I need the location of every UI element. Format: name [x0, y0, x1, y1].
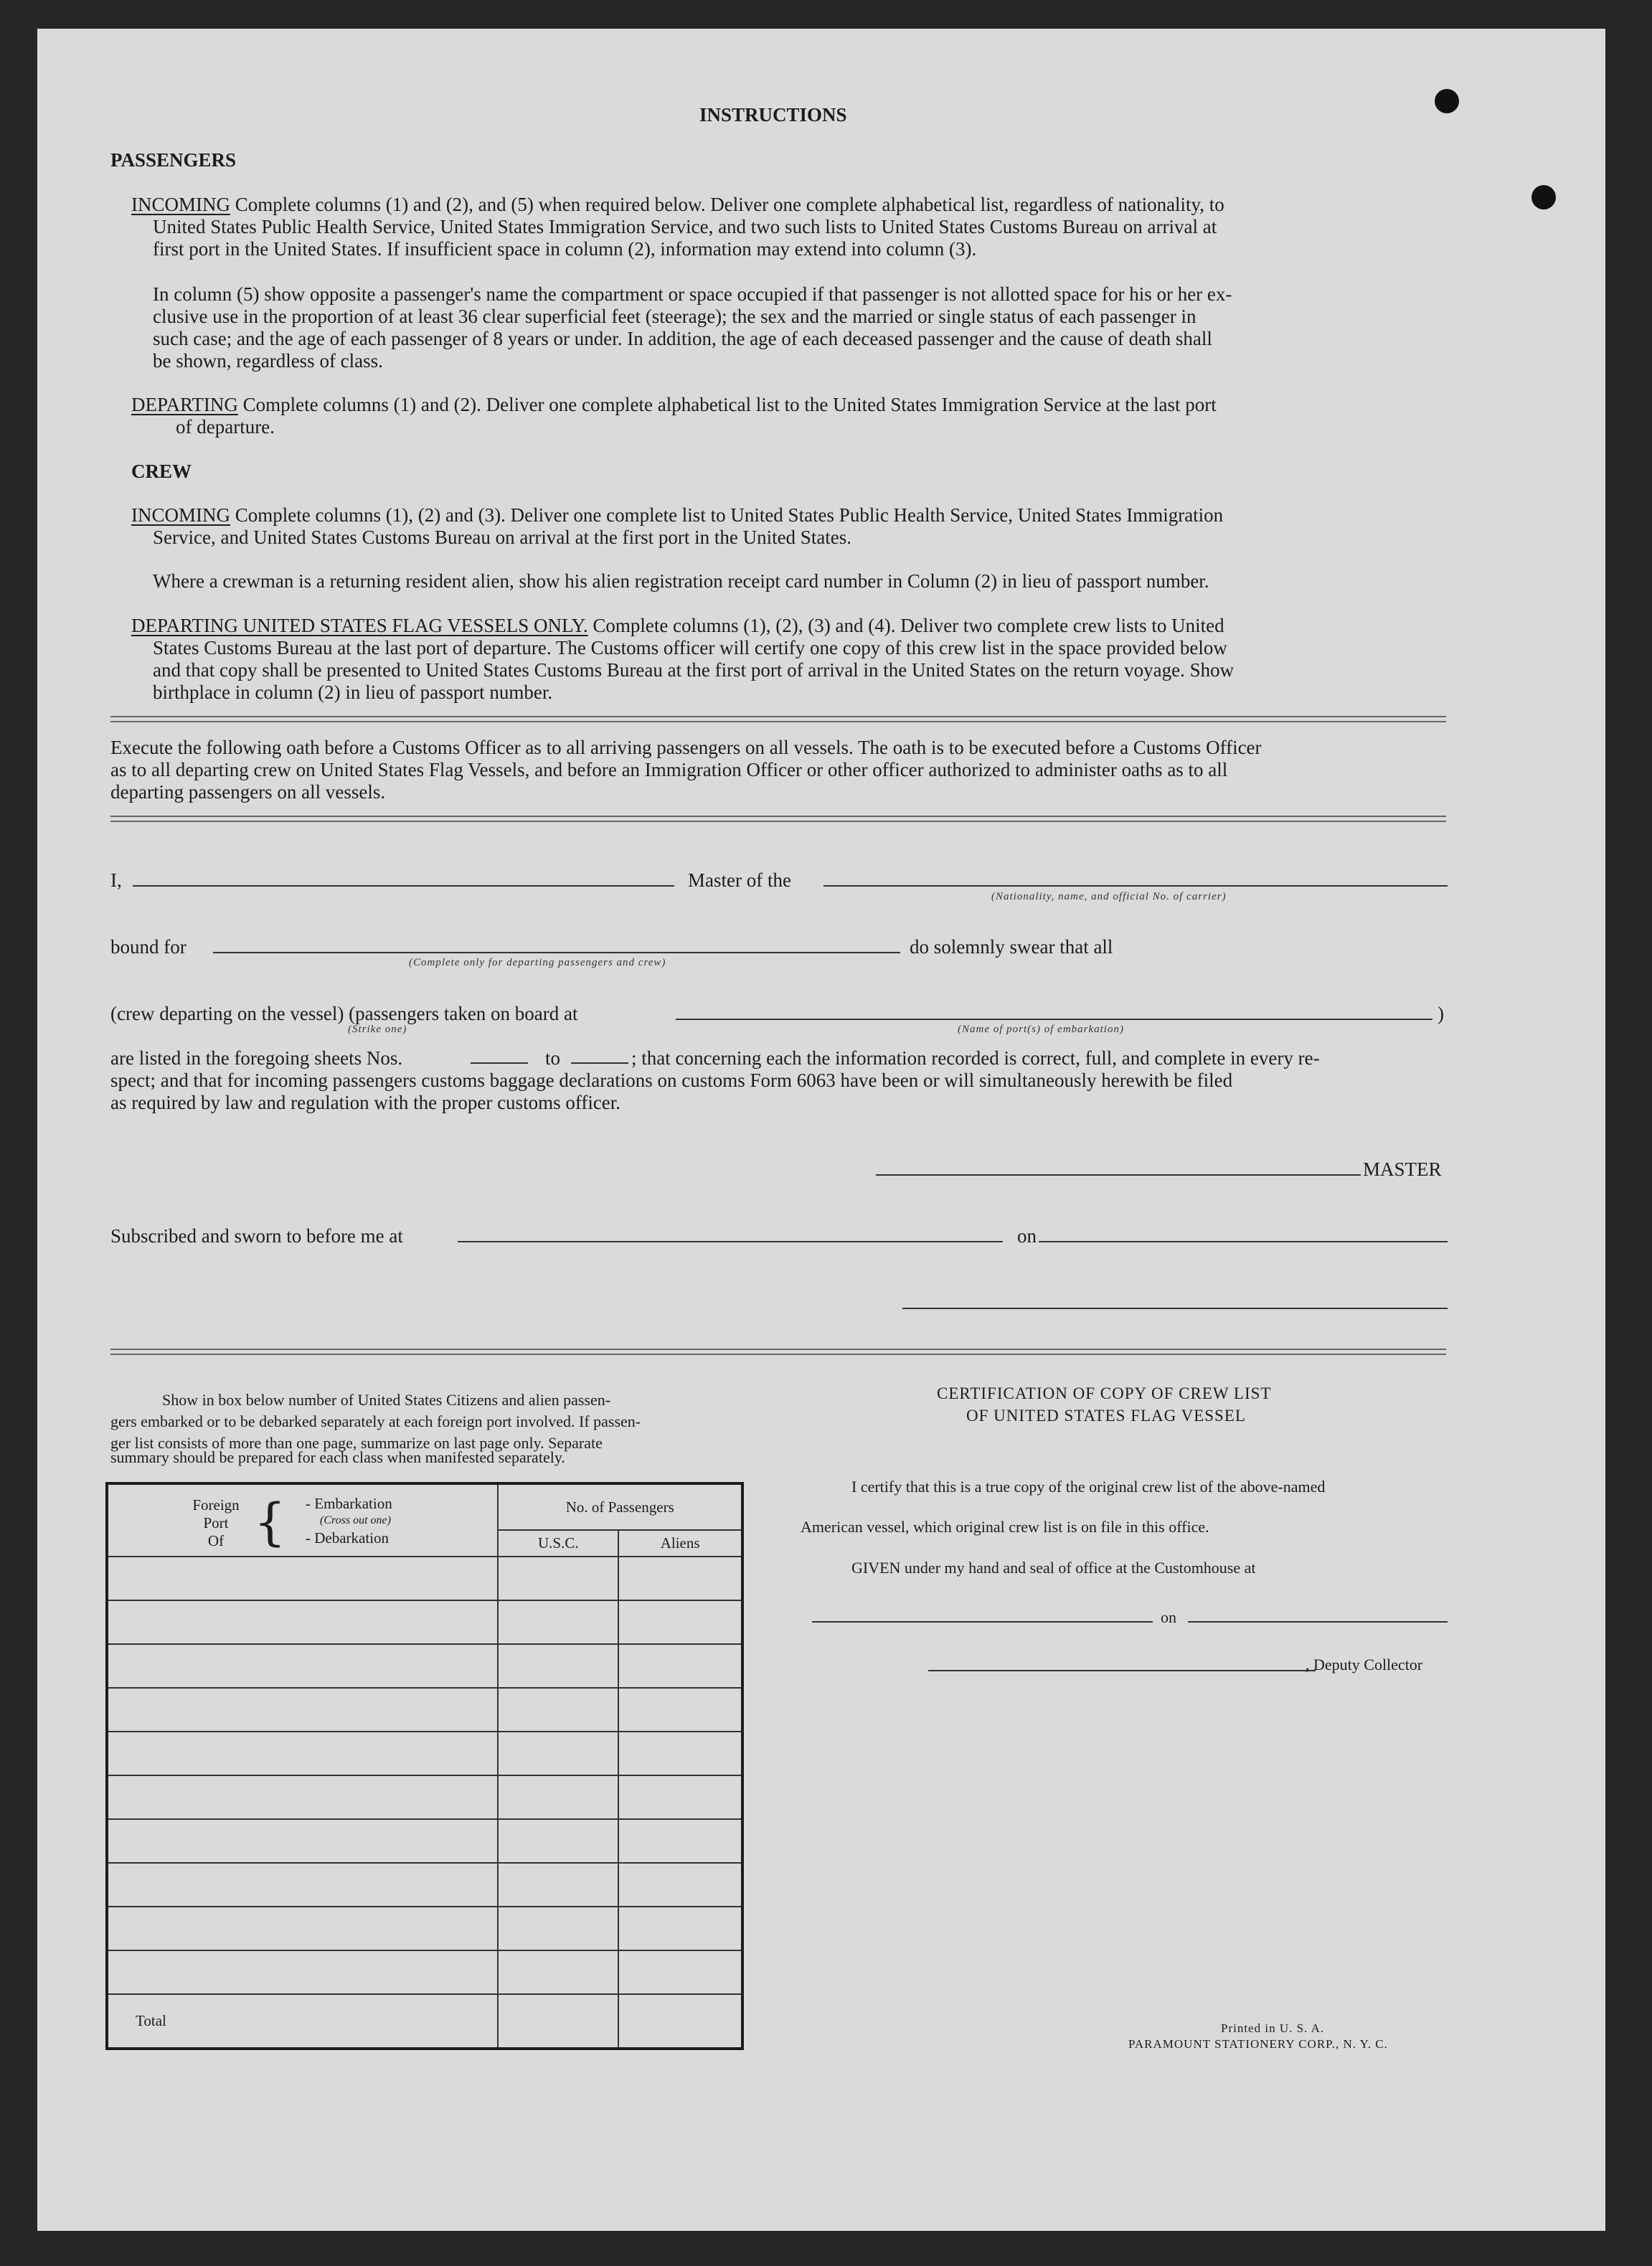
- certification-title-2: OF UNITED STATES FLAG VESSEL: [966, 1407, 1246, 1425]
- summary-note-line1: Show in box below number of United States Citizens and alien passen-: [162, 1391, 611, 1409]
- summary-note-line2: gers embarked or to be debarked separately at each foreign port involved. If passen-: [110, 1412, 641, 1430]
- master-signature-label: MASTER: [1363, 1158, 1442, 1180]
- crew-departing-label: DEPARTING UNITED STATES FLAG VESSELS ONLY.: [131, 615, 588, 636]
- usc-cell[interactable]: [498, 1688, 618, 1732]
- usc-cell[interactable]: [498, 1732, 618, 1775]
- sheet-from-line[interactable]: [471, 1062, 528, 1064]
- oath-i-label: I,: [110, 869, 122, 891]
- certification-on-label: on: [1161, 1608, 1176, 1626]
- table-row: [107, 1863, 742, 1907]
- passengers-departing-text: Complete columns (1) and (2). Deliver one complete alphabetical list to the United States Immigration Service at the last port: [237, 394, 1217, 415]
- embarkation-caption: (Name of port(s) of embarkation): [958, 1024, 1124, 1035]
- embarkation-port-line[interactable]: [676, 1019, 1432, 1020]
- usc-cell[interactable]: [498, 1600, 618, 1644]
- usc-cell[interactable]: [498, 1863, 618, 1907]
- port-cell[interactable]: [107, 1950, 498, 1994]
- customhouse-line[interactable]: [812, 1621, 1153, 1623]
- given-line: GIVEN under my hand and seal of office at the Customhouse at: [851, 1559, 1256, 1577]
- swear-label: do solemnly swear that all: [910, 936, 1113, 958]
- bound-for-line[interactable]: [213, 952, 900, 953]
- master-of-the-label: Master of the: [688, 869, 791, 891]
- listed-text-line1: ; that concerning each the information recorded is correct, full, and complete in every re-: [631, 1047, 1320, 1069]
- port-cell[interactable]: [107, 1863, 498, 1907]
- usc-cell[interactable]: [498, 1950, 618, 1994]
- certify-line2: American vessel, which original crew list is on file in this office.: [801, 1518, 1209, 1536]
- section-title-passengers: PASSENGERS: [110, 149, 237, 171]
- divider-3: [110, 1349, 1446, 1355]
- certify-line1: I certify that this is a true copy of the original crew list of the above-named: [851, 1478, 1326, 1496]
- column5-line3: such case; and the age of each passenger of 8 years or under. In addition, the age of each deceased passenger and the cause of death shall: [153, 328, 1212, 349]
- subscribed-label: Subscribed and sworn to before me at: [110, 1225, 403, 1247]
- strike-one-caption: (Strike one): [348, 1024, 407, 1035]
- port-cell[interactable]: [107, 1775, 498, 1819]
- port-cell[interactable]: [107, 1600, 498, 1644]
- port-cell[interactable]: [107, 1732, 498, 1775]
- bound-for-caption: (Complete only for departing passengers and crew): [409, 957, 666, 968]
- certification-title-1: CERTIFICATION OF COPY OF CREW LIST: [937, 1384, 1272, 1402]
- oath-instructions-line3: departing passengers on all vessels.: [110, 781, 386, 803]
- usc-cell[interactable]: [498, 1907, 618, 1950]
- oath-instructions-line1: Execute the following oath before a Customs Officer as to all arriving passengers on all vessels. The oath is to be executed before a Customs Officer: [110, 737, 1262, 758]
- divider-1: [110, 716, 1446, 722]
- table-row: [107, 1950, 742, 1994]
- passengers-departing-line1: [131, 394, 1217, 416]
- printer-line1: Printed in U. S. A.: [1221, 2021, 1325, 2035]
- crew-departing-line3: and that copy shall be presented to United States Customs Bureau at the first port of arrival in the United States on the return voyage. Show: [153, 659, 1235, 681]
- master-signature-line[interactable]: [876, 1174, 1361, 1176]
- table-row: [107, 1688, 742, 1732]
- certification-date-line[interactable]: [1188, 1621, 1448, 1623]
- punch-hole-top: [1435, 89, 1459, 113]
- table-row: [107, 1819, 742, 1863]
- aliens-cell[interactable]: [618, 1819, 742, 1863]
- listed-label: are listed in the foregoing sheets Nos.: [110, 1047, 403, 1069]
- deputy-signature-line[interactable]: [928, 1670, 1316, 1671]
- total-usc-cell[interactable]: [498, 1994, 618, 2049]
- usc-cell[interactable]: [498, 1644, 618, 1688]
- no-passengers-header: No. of Passengers: [498, 1483, 742, 1530]
- crew-departing-line2: States Customs Bureau at the last port of departure. The Customs officer will certify one copy of this crew list in the space provided below: [153, 637, 1227, 658]
- column5-line4: be shown, regardless of class.: [153, 350, 383, 372]
- usc-cell[interactable]: [498, 1819, 618, 1863]
- passengers-incoming-line1: [131, 194, 1224, 216]
- crew-departing-line1: [131, 615, 1224, 637]
- passengers-incoming-text: Complete columns (1) and (2), and (5) when required below. Deliver one complete alphabetical list, regardless of nationality, to: [230, 194, 1224, 215]
- subscribed-on-label: on: [1017, 1225, 1037, 1247]
- debarkation-option[interactable]: - Debarkation: [306, 1529, 390, 1547]
- crew-departing-text: Complete columns (1), (2), (3) and (4). Deliver two complete crew lists to United: [587, 615, 1224, 636]
- master-name-line[interactable]: [133, 885, 674, 887]
- total-aliens-cell[interactable]: [618, 1994, 742, 2049]
- section-title-crew: CREW: [131, 461, 192, 482]
- port-label: Port: [203, 1514, 229, 1531]
- table-row: [107, 1907, 742, 1950]
- carrier-line[interactable]: [823, 885, 1448, 887]
- crew-resident-alien: Where a crewman is a returning resident alien, show his alien registration receipt card number in Column (2) in lieu of passport number.: [153, 570, 1209, 592]
- total-row: [107, 1994, 742, 2049]
- summary-note-line3: ger list consists of more than one page, summarize on last page only. Separate: [110, 1434, 603, 1452]
- subscribed-date-line[interactable]: [1039, 1241, 1448, 1242]
- port-cell[interactable]: [107, 1644, 498, 1688]
- port-cell[interactable]: [107, 1557, 498, 1600]
- crew-departing-vessel-label: (crew departing on the vessel) (passengers taken on board at: [110, 1003, 578, 1024]
- aliens-cell[interactable]: [618, 1557, 742, 1600]
- table-row: [107, 1557, 742, 1600]
- total-label: Total: [107, 1994, 498, 2049]
- aliens-cell[interactable]: [618, 1688, 742, 1732]
- of-label: Of: [207, 1532, 225, 1549]
- printer-line2: PARAMOUNT STATIONERY CORP., N. Y. C.: [1128, 2037, 1388, 2051]
- divider-2: [110, 816, 1446, 822]
- passengers-incoming-line2: United States Public Health Service, United States Immigration Service, and two such lists to United States Customs Bureau on arrival at: [153, 216, 1217, 237]
- usc-cell[interactable]: [498, 1557, 618, 1600]
- punch-hole-right: [1531, 185, 1556, 209]
- summary-note-line4: summary should be prepared for each class when manifested separately.: [110, 1448, 565, 1466]
- table-row: [107, 1732, 742, 1775]
- aliens-cell[interactable]: [618, 1644, 742, 1688]
- brace-icon: {: [254, 1493, 286, 1552]
- port-cell[interactable]: [107, 1907, 498, 1950]
- aliens-cell[interactable]: [618, 1950, 742, 1994]
- usc-cell[interactable]: [498, 1775, 618, 1819]
- aliens-cell[interactable]: [618, 1863, 742, 1907]
- oath-line3: as required by law and regulation with the proper customs officer.: [110, 1092, 621, 1113]
- passengers-departing-line2: of departure.: [176, 416, 275, 438]
- close-paren: ): [1438, 1003, 1444, 1024]
- passengers-departing-label: DEPARTING: [131, 394, 238, 415]
- aliens-cell[interactable]: [618, 1600, 742, 1644]
- officer-signature-line[interactable]: [902, 1308, 1448, 1309]
- subscribed-place-line[interactable]: [458, 1241, 1003, 1242]
- port-cell[interactable]: [107, 1819, 498, 1863]
- aliens-cell[interactable]: [618, 1775, 742, 1819]
- oath-line2: spect; and that for incoming passengers customs baggage declarations on customs Form 6063 have been or will simultaneously herewith be filed: [110, 1070, 1233, 1091]
- sheet-to-label: to: [545, 1047, 561, 1069]
- crew-incoming-line1: [131, 504, 1223, 527]
- passenger-summary-table: [105, 1482, 744, 2050]
- aliens-header: Aliens: [618, 1530, 742, 1557]
- aliens-cell[interactable]: [618, 1907, 742, 1950]
- page-title: INSTRUCTIONS: [699, 104, 847, 126]
- crew-departing-line4: birthplace in column (2) in lieu of passport number.: [153, 681, 553, 703]
- crew-incoming-line2: Service, and United States Customs Bureau on arrival at the first port in the United States.: [153, 527, 852, 548]
- aliens-cell[interactable]: [618, 1732, 742, 1775]
- column5-line1: In column (5) show opposite a passenger's name the compartment or space occupied if that passenger is not allotted space for his or her ex-: [153, 283, 1232, 305]
- usc-header: U.S.C.: [498, 1530, 618, 1557]
- foreign-label: Foreign: [192, 1496, 240, 1514]
- oath-instructions-line2: as to all departing crew on United States Flag Vessels, and before an Immigration Officer or other officer authorized to administer oaths as to all: [110, 759, 1228, 780]
- table-row: [107, 1775, 742, 1819]
- column5-line2: clusive use in the proportion of at least 36 clear superficial feet (steerage); the sex and the married or single status of each passenger in: [153, 306, 1196, 327]
- carrier-caption: (Nationality, name, and official No. of carrier): [991, 891, 1227, 902]
- sheet-to-line[interactable]: [571, 1062, 628, 1064]
- bound-for-label: bound for: [110, 936, 187, 958]
- crew-incoming-label: INCOMING: [131, 504, 230, 526]
- deputy-collector-label: , Deputy Collector: [1306, 1656, 1423, 1673]
- table-row: [107, 1644, 742, 1688]
- crew-incoming-text: Complete columns (1), (2) and (3). Deliver one complete list to United States Public Health Service, United States Immigration: [230, 504, 1224, 526]
- embarkation-option[interactable]: - Embarkation: [306, 1495, 392, 1512]
- foreign-port-header: [107, 1483, 498, 1557]
- passengers-incoming-line3: first port in the United States. If insufficient space in column (2), information may extend into column (3).: [153, 238, 977, 260]
- table-row: [107, 1600, 742, 1644]
- port-cell[interactable]: [107, 1688, 498, 1732]
- cross-out-note: (Cross out one): [320, 1514, 391, 1526]
- passengers-incoming-label: INCOMING: [131, 194, 230, 215]
